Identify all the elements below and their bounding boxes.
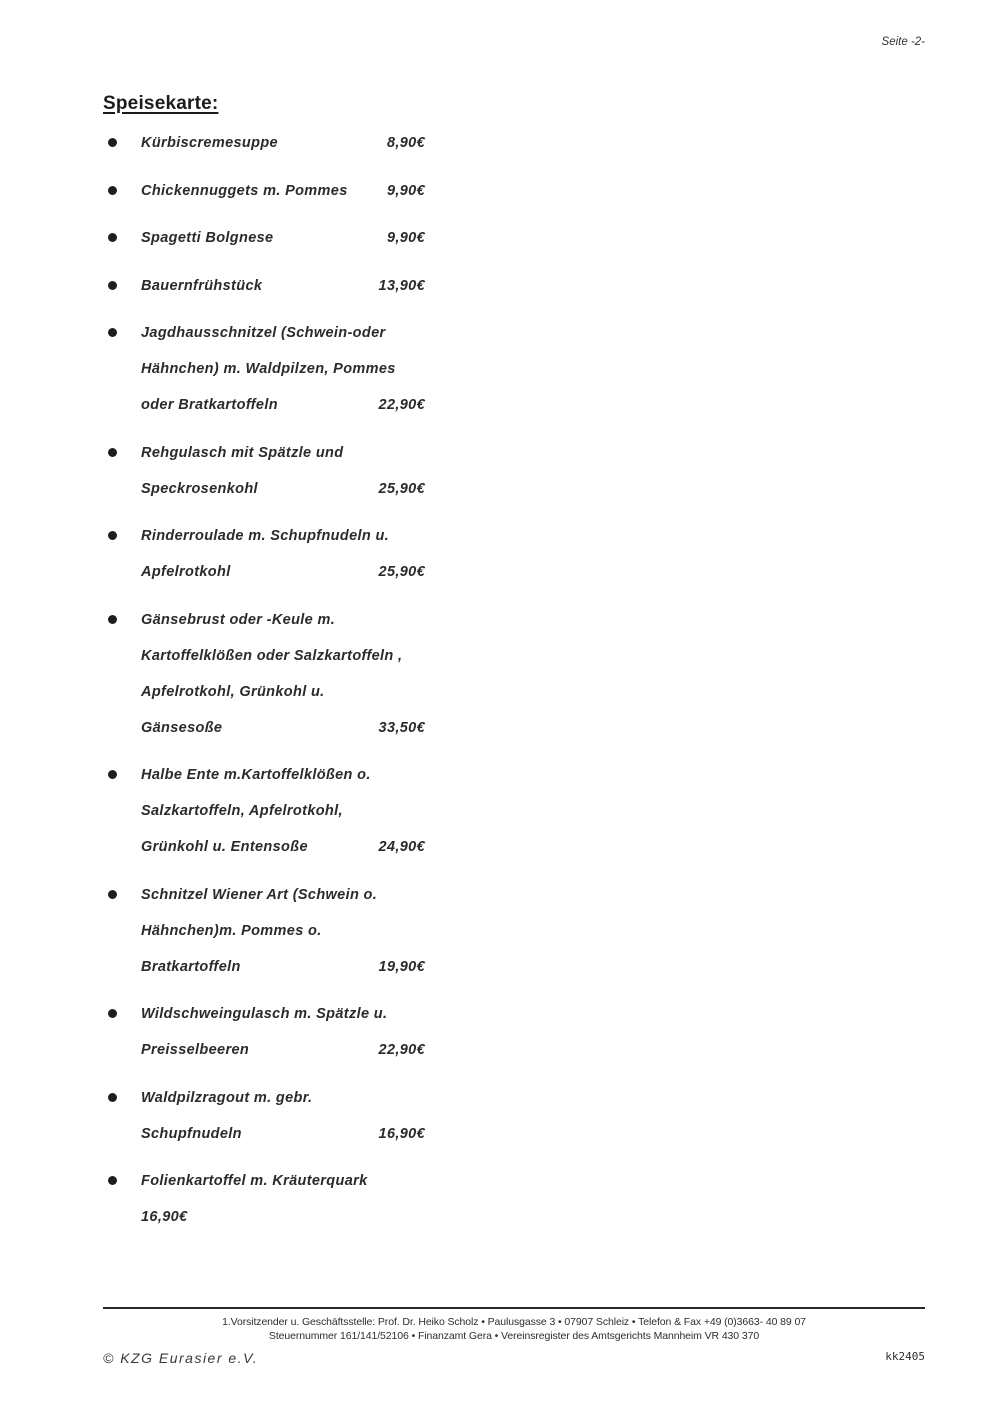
item-price: 16,90€	[378, 1125, 425, 1142]
bullet-icon	[108, 518, 141, 590]
menu-item-line	[141, 471, 425, 507]
bullet-dot-icon	[108, 531, 117, 540]
bullet-dot-icon	[108, 186, 117, 195]
footer-contact-line: 1.Vorsitzender u. Geschäftsstelle: Prof. Dr. Heiko Scholz • Paulusgasse 3 • 07907 Schleiz • Telefon & Fax +49 (0)3663- 40 89 07	[222, 1316, 806, 1328]
menu-item-line	[141, 173, 425, 209]
menu-item-text: oder Bratkartoffeln	[141, 397, 278, 413]
menu-item-line: Hähnchen)m. Pommes o.	[141, 922, 322, 939]
menu-item-body	[141, 220, 425, 256]
menu-item	[108, 315, 425, 423]
menu-item-line	[141, 829, 425, 865]
bullet-dot-icon	[108, 1009, 117, 1018]
bullet-dot-icon	[108, 1176, 117, 1185]
menu-item-text: Kürbiscremesuppe	[141, 135, 278, 151]
menu-item-line	[141, 268, 425, 304]
menu-item-line	[141, 125, 425, 161]
menu-item-text: Gänsesoße	[141, 719, 223, 736]
menu-item-line	[141, 1116, 425, 1152]
menu-item-line: Kartoffelklößen oder Salzkartoffeln ,	[141, 647, 403, 664]
bullet-icon	[108, 1080, 141, 1152]
menu-item-line: Apfelrotkohl, Grünkohl u.	[141, 683, 325, 700]
bullet-dot-icon	[108, 281, 117, 290]
menu-item-line	[141, 387, 425, 423]
bullet-icon	[108, 435, 141, 507]
menu-item-line: Schnitzel Wiener Art (Schwein o.	[141, 886, 378, 903]
menu-item-text: Preisselbeeren	[141, 1042, 250, 1058]
bullet-dot-icon	[108, 233, 117, 242]
menu-item-line	[141, 710, 425, 746]
menu-item-body	[141, 602, 425, 746]
menu-item	[108, 996, 425, 1068]
item-price: 9,90€	[386, 182, 425, 199]
menu-item-text: Bauernfrühstück	[141, 277, 263, 294]
page-number-label: Seite -2-	[881, 36, 925, 48]
bullet-icon	[108, 1163, 141, 1235]
menu-item-body	[141, 518, 425, 590]
bullet-dot-icon	[108, 1093, 117, 1102]
menu-item-body	[141, 996, 425, 1068]
menu-item-text: Grünkohl u. Entensoße	[141, 839, 308, 855]
bullet-icon	[108, 125, 141, 161]
menu-item	[108, 125, 425, 161]
menu-item	[108, 877, 425, 985]
document-code: kk2405	[885, 1350, 925, 1363]
bullet-dot-icon	[108, 770, 117, 779]
menu-item-line	[141, 949, 425, 985]
menu-item-text: Bratkartoffeln	[141, 958, 241, 975]
bullet-dot-icon	[108, 615, 117, 624]
menu-item-line: Gänsebrust oder -Keule m.	[141, 611, 336, 628]
bullet-icon	[108, 315, 141, 423]
item-price: 25,90€	[378, 480, 425, 497]
menu-item	[108, 757, 425, 865]
menu-item-body	[141, 877, 425, 985]
menu-item-body	[141, 315, 425, 423]
item-price: 8,90€	[386, 135, 425, 151]
item-price: 25,90€	[378, 564, 425, 580]
bullet-icon	[108, 220, 141, 256]
item-price: 22,90€	[378, 1042, 425, 1058]
item-price: 24,90€	[378, 839, 425, 855]
item-price: 33,50€	[378, 719, 425, 736]
menu-item	[108, 602, 425, 746]
bullet-icon	[108, 996, 141, 1068]
bullet-icon	[108, 602, 141, 746]
page-title: Speisekarte:	[103, 92, 219, 114]
menu-item-line: Folienkartoffel m. Kräuterquark	[141, 1173, 368, 1189]
menu-item-text: Apfelrotkohl	[141, 564, 231, 580]
bullet-icon	[108, 757, 141, 865]
menu-item-line	[141, 1032, 425, 1068]
menu-item-body	[141, 125, 425, 161]
menu-item-line: Wildschweingulasch m. Spätzle u.	[141, 1006, 388, 1022]
menu-item-line: Rehgulasch mit Spätzle und	[141, 444, 344, 461]
item-price: 22,90€	[378, 397, 425, 413]
menu-item-body	[141, 173, 425, 209]
menu-item	[108, 1163, 425, 1235]
footer-divider	[103, 1307, 925, 1309]
menu-item	[108, 220, 425, 256]
item-price: 9,90€	[386, 230, 425, 246]
menu-item-text: Speckrosenkohl	[141, 480, 258, 497]
footer-contact-block	[103, 1315, 925, 1343]
bullet-icon	[108, 268, 141, 304]
menu-item-body	[141, 268, 425, 304]
menu-item-body	[141, 757, 425, 865]
menu-item	[108, 518, 425, 590]
item-price: 13,90€	[378, 277, 425, 294]
menu-item	[108, 173, 425, 209]
menu-item-body	[141, 435, 425, 507]
menu-item-line: Waldpilzragout m. gebr.	[141, 1089, 313, 1106]
menu-item	[108, 268, 425, 304]
menu-item-text: Spagetti Bolgnese	[141, 230, 274, 246]
menu-item	[108, 1080, 425, 1152]
menu-item-line	[141, 220, 425, 256]
bullet-dot-icon	[108, 328, 117, 337]
menu-item-line: Halbe Ente m.Kartoffelklößen o.	[141, 767, 371, 783]
footer-registry-line: Steuernummer 161/141/52106 • Finanzamt Gera • Vereinsregister des Amtsgerichts Mannheim VR 430 370	[268, 1330, 760, 1342]
menu-item-line: Rinderroulade m. Schupfnudeln u.	[141, 528, 390, 544]
menu-item-line	[141, 554, 425, 590]
item-price: 16,90€	[141, 1209, 188, 1225]
menu-item-text: Schupfnudeln	[141, 1125, 242, 1142]
bullet-dot-icon	[108, 448, 117, 457]
menu-item-body	[141, 1163, 425, 1235]
item-price: 19,90€	[378, 958, 425, 975]
menu-item-line: Hähnchen) m. Waldpilzen, Pommes	[141, 361, 396, 377]
menu-item-body	[141, 1080, 425, 1152]
bullet-icon	[108, 173, 141, 209]
menu-item-line: Salzkartoffeln, Apfelrotkohl,	[141, 803, 343, 819]
menu-item	[108, 435, 425, 507]
menu-list	[108, 125, 425, 1247]
bullet-icon	[108, 877, 141, 985]
bullet-dot-icon	[108, 138, 117, 147]
copyright-notice: © KZG Eurasier e.V.	[103, 1350, 259, 1366]
menu-item-text: Chickennuggets m. Pommes	[141, 182, 348, 199]
menu-item-line: Jagdhausschnitzel (Schwein-oder	[141, 325, 386, 341]
bullet-dot-icon	[108, 890, 117, 899]
